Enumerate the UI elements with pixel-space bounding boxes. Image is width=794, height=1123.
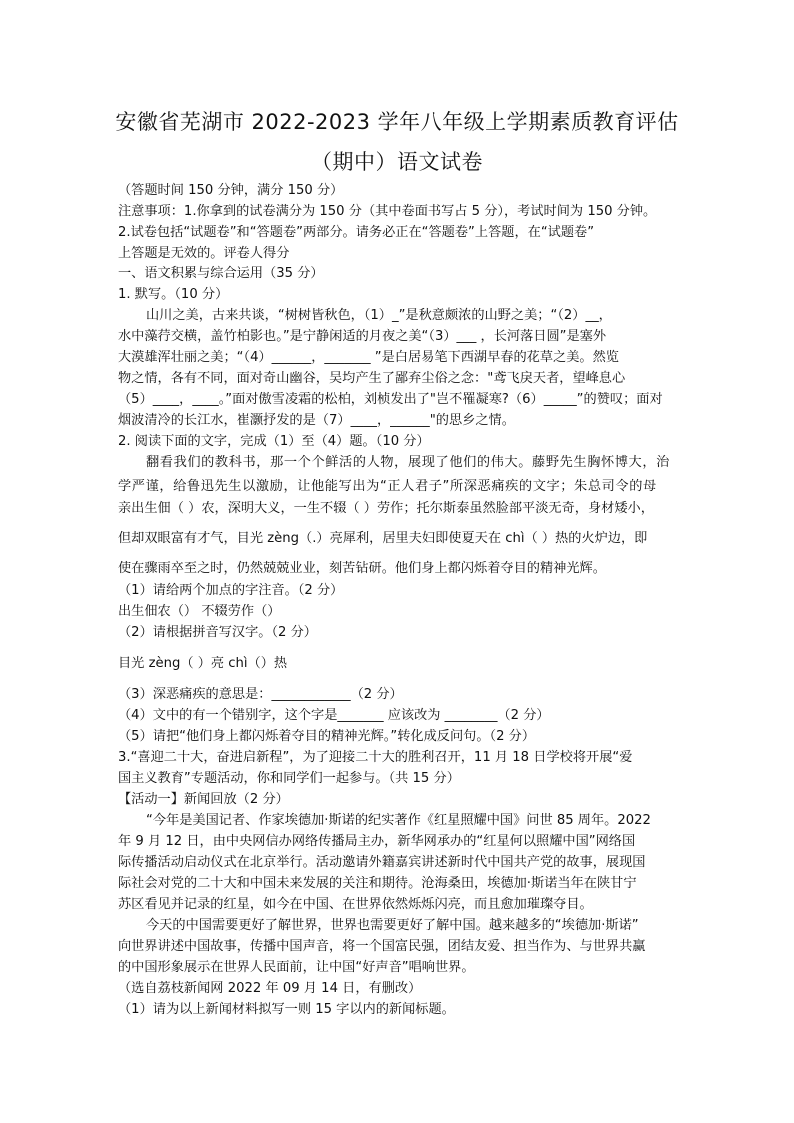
sub-question: （5）请把“他们身上都闪烁着夺目的精神光辉。”转化成反问句。（2 分） bbox=[118, 729, 536, 744]
passage-line: 但却双眼富有才气，目光 zèng（.）亮犀利，居里夫妇即使夏天在 chì（ ）热的火炉边，即 bbox=[118, 531, 648, 546]
question-heading: 3.“喜迎二十大，奋进启新程”，为了迎接二十大的胜利召开，11 月 18 日学校将开展“爱 bbox=[118, 750, 633, 765]
question-heading: 2. 阅读下面的文字，完成（1）至（4）题。（10 分） bbox=[118, 434, 430, 449]
sub-question: （3）深恶痛疾的意思是：____________（2 分） bbox=[118, 687, 403, 702]
question-heading: 1. 默写。（10 分） bbox=[118, 287, 229, 302]
passage-line: 亲出生佃（ ）农，深明大义，一生不辍（ ）劳作；托尔斯泰虽然脸部平淡无奇，身材矮小， bbox=[118, 501, 654, 516]
sub-question: （1）请为以上新闻材料拟写一则 15 字以内的新闻标题。 bbox=[118, 1002, 455, 1017]
exam-time-note: （答题时间 150 分钟，满分 150 分） bbox=[118, 183, 344, 198]
passage-line: 物之情，各有不同，面对奇山幽谷，吴均产生了鄙弃尘俗之念："鸢飞戾天者，望峰息心 bbox=[118, 371, 626, 386]
news-line: 年 9 月 12 日，由中央网信办网络传播局主办，新华网承办的“红星何以照耀中国”网络国 bbox=[118, 834, 636, 849]
passage-line: 学严谨，给鲁迅先生以激励，让他能写出为“正人君子”所深恶痛疾的文字；朱总司令的母 bbox=[118, 479, 657, 494]
notice-line: 上答题是无效的。评卷人得分 bbox=[118, 246, 290, 261]
passage-line: 山川之美，古来共谈，“树树皆秋色，（1）_”是秋意颇浓的山野之美；“（2）__， bbox=[146, 308, 612, 323]
exam-title-line1: 安徽省芜湖市 2022-2023 学年八年级上学期素质教育评估 bbox=[115, 110, 679, 134]
news-line: 际传播活动启动仪式在北京举行。活动邀请外籍嘉宾讲述新时代中国共产党的故事，展现国 bbox=[118, 855, 646, 870]
notice-line: 2.试卷包括“试题卷”和“答题卷”两部分。请务必正在“答题卷”上答题，在“试题卷” bbox=[118, 225, 595, 240]
sub-question: （2）请根据拼音写汉字。（2 分） bbox=[118, 625, 317, 640]
news-source: （选自荔枝新闻网 2022 年 09 月 14 日，有删改） bbox=[118, 981, 422, 996]
sub-question: （4）文中的有一个错别字，这个字是_______ 应该改为 ________（2 分） bbox=[118, 708, 550, 723]
notice-line: 注意事项：1.你拿到的试卷满分为 150 分（其中卷面书写占 5 分），考试时间为 150 分钟。 bbox=[118, 204, 657, 219]
passage-line: 烟波清冷的长江水，崔灏抒发的是（7）____，______"的思乡之情。 bbox=[118, 413, 515, 428]
answer-blank-line: 目光 zèng（ ）亮 chì（）热 bbox=[118, 656, 288, 671]
news-line: 的中国形象展示在世界人民面前，让中国“好声音”唱响世界。 bbox=[118, 960, 475, 975]
passage-line: 大漠雄浑壮丽之美；“（4）______，_______ ”是白居易笔下西湖早春的花草之美。然览 bbox=[118, 350, 619, 365]
news-line: “今年是美国记者、作家埃德加·斯诺的纪实著作《红星照耀中国》问世 85 周年。2022 bbox=[146, 813, 651, 828]
passage-line: 水中藻荇交横，盖竹柏影也。”是宁静闲适的月夜之美“（3）___ ，长河落日圆”是塞外 bbox=[118, 329, 607, 344]
passage-line: 使在骤雨卒至之时，仍然兢兢业业，刻苦钻研。他们身上都闪烁着夺目的精神光辉。 bbox=[118, 561, 606, 576]
exam-title-line2: （期中）语文试卷 bbox=[311, 150, 483, 174]
passage-line: （5）____，____。”面对傲雪凌霜的松柏，刘桢发出了"岂不罹凝寒?（6）_____”的赞叹；面对 bbox=[118, 392, 663, 407]
answer-blank-line: 出生佃农（） 不辍劳作（） bbox=[118, 604, 281, 619]
news-line: 向世界讲述中国故事，传播中国声音，将一个国富民强，团结友爱、担当作为、与世界共赢 bbox=[118, 939, 646, 954]
news-line: 苏区看见并记录的红星，如今在中国、在世界依然烁烁闪亮，而且愈加璀璨夺目。 bbox=[118, 897, 593, 912]
news-line: 际社会对党的二十大和中国未来发展的关注和期待。沧海桑田，埃德加·斯诺当年在陕甘宁 bbox=[118, 876, 637, 891]
question-heading: 国主义教育”专题活动，你和同学们一起参与。（共 15 分） bbox=[118, 771, 460, 786]
section-heading: 一、语文积累与综合运用（35 分） bbox=[118, 266, 324, 281]
news-line: 今天的中国需要更好了解世界，世界也需要更好了解中国。越来越多的“埃德加·斯诺” bbox=[146, 918, 639, 933]
activity-heading: 【活动一】新闻回放（2 分） bbox=[118, 792, 289, 807]
sub-question: （1）请给两个加点的字注音。（2 分） bbox=[118, 583, 344, 598]
passage-line: 翻看我们的教科书，那一个个鲜活的人物，展现了他们的伟大。藤野先生胸怀博大，治 bbox=[146, 455, 670, 470]
